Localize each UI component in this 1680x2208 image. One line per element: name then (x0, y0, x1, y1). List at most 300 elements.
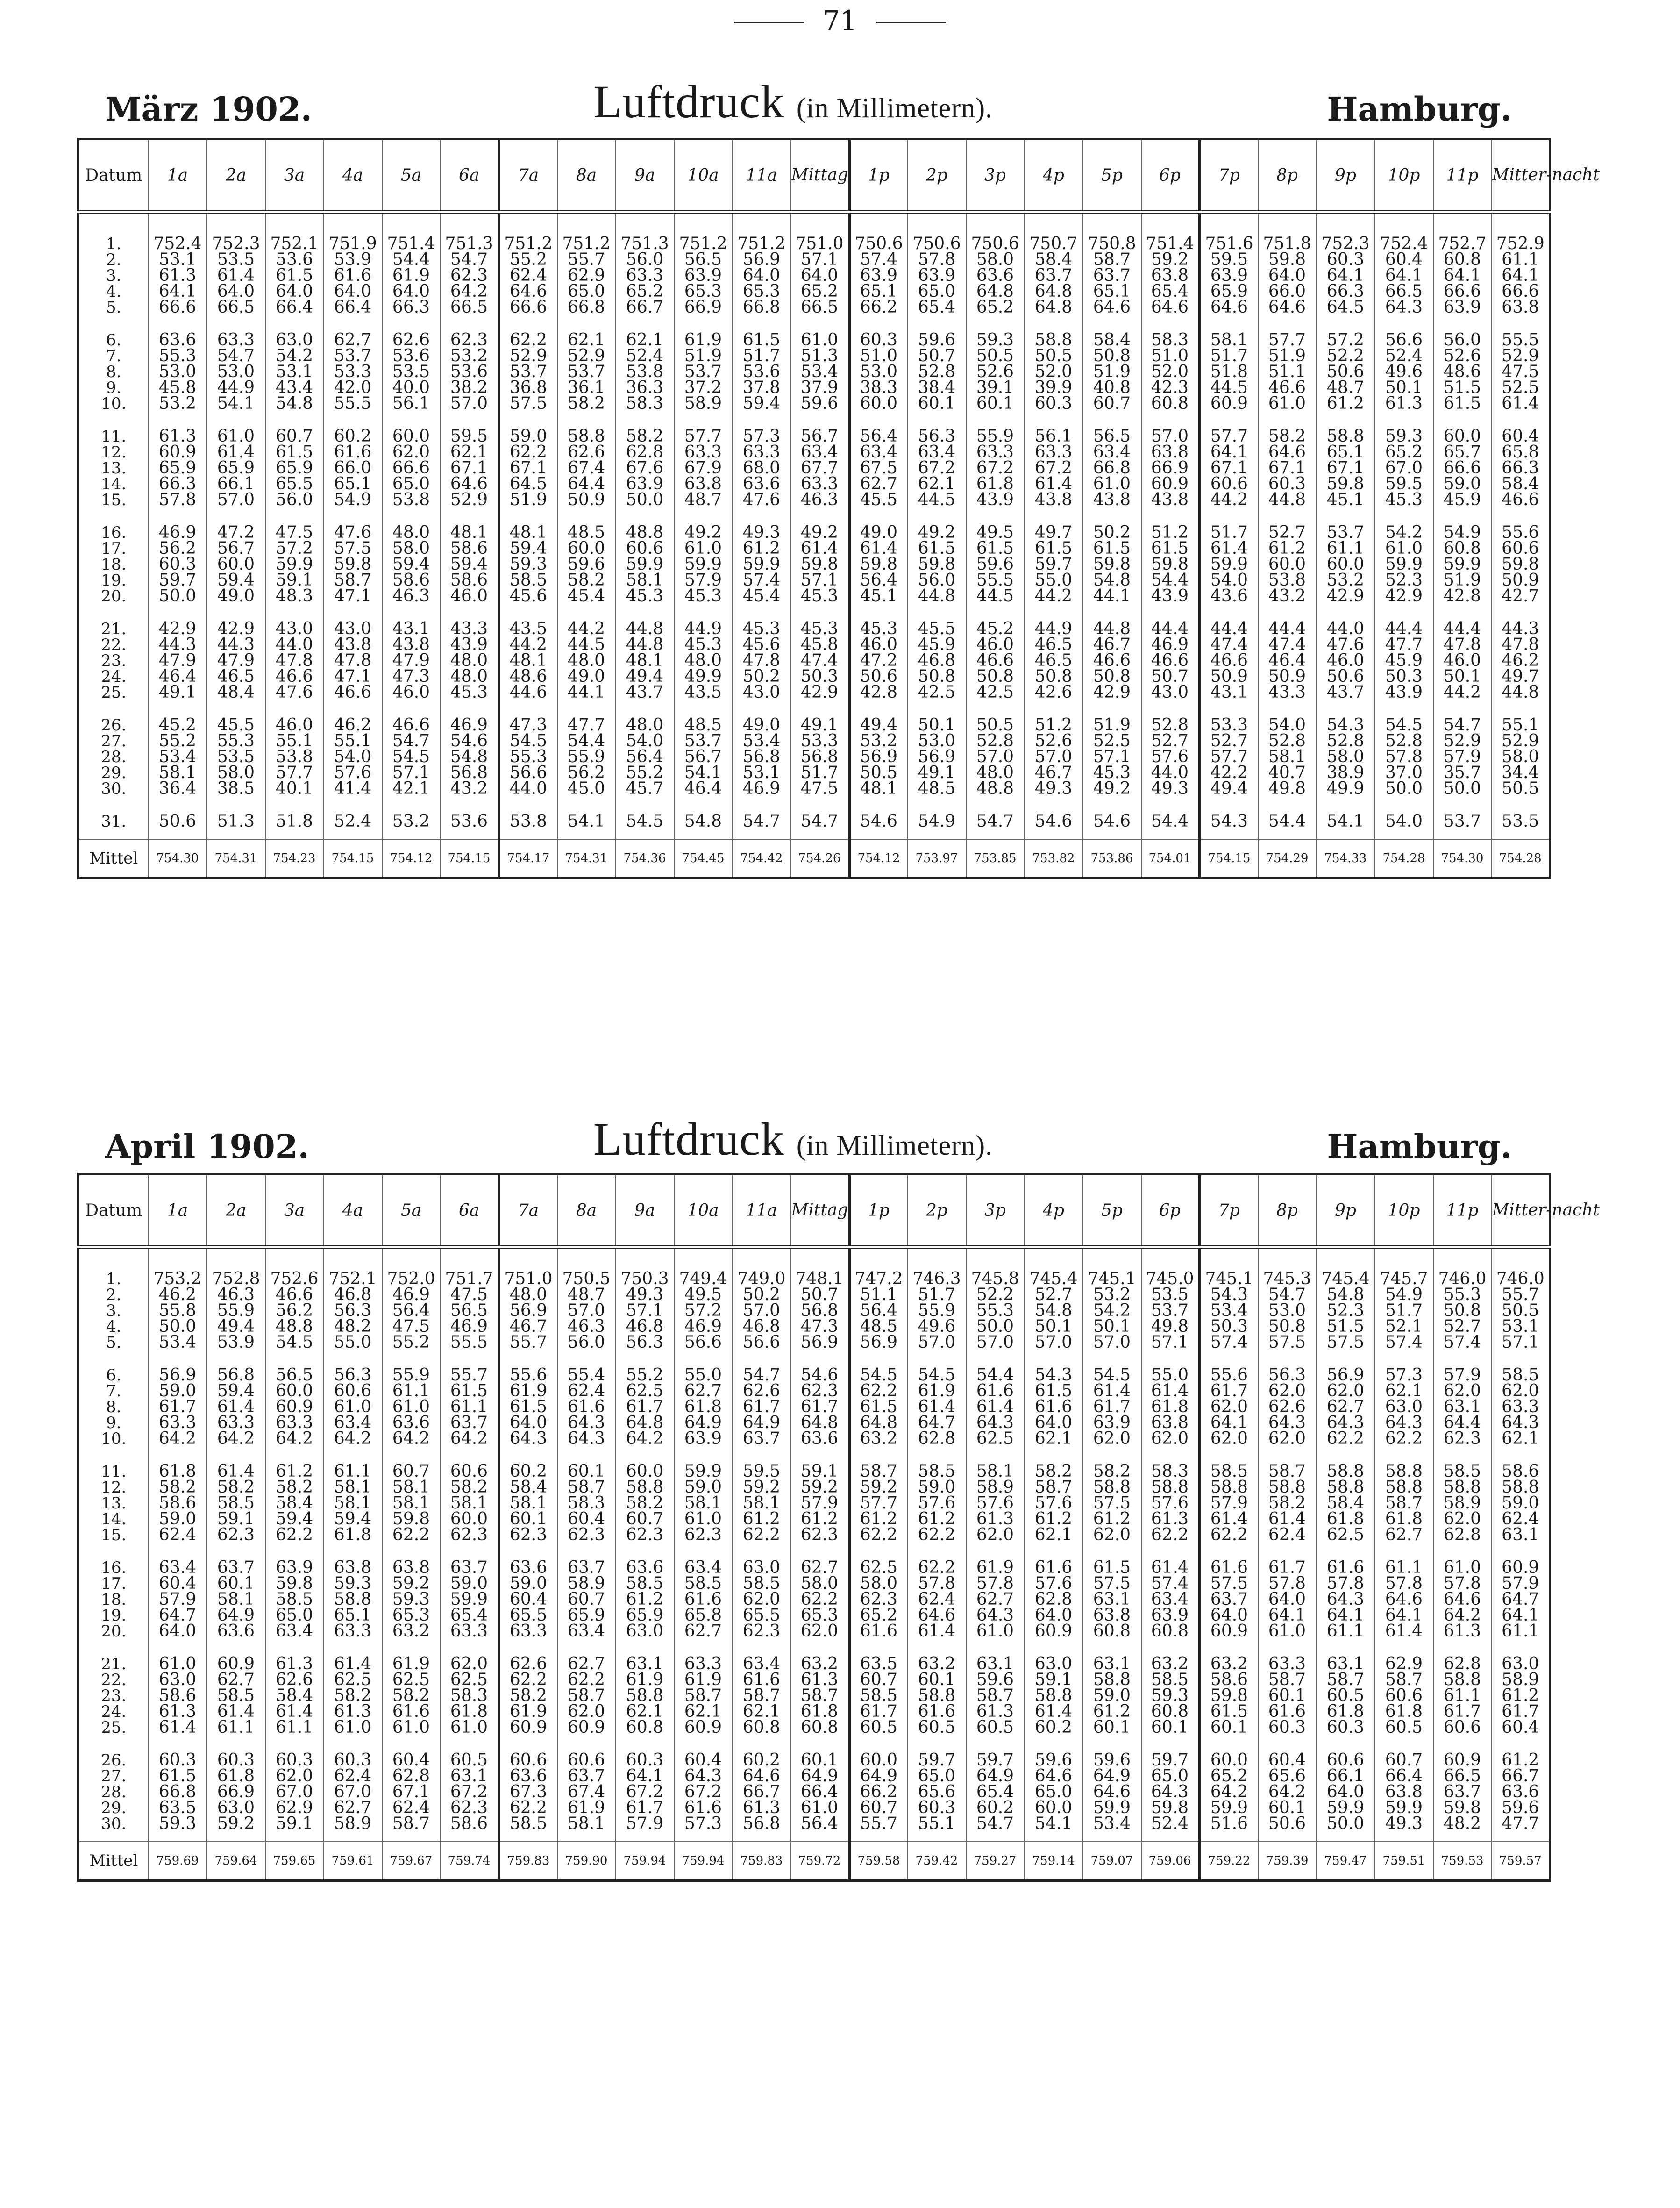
mean-cell: 754.33 (1317, 839, 1375, 879)
hour-header: 5a (382, 1174, 441, 1247)
pressure-cell: 62.2 (557, 1672, 616, 1688)
pressure-cell: 64.0 (1200, 1608, 1258, 1623)
day-label: 26. (78, 717, 149, 733)
pressure-cell: 64.6 (1433, 1592, 1492, 1608)
pressure-cell: 56.6 (674, 1335, 733, 1351)
pressure-cell: 58.8 (557, 429, 616, 444)
pressure-cell: 59.5 (1375, 476, 1433, 492)
pressure-cell: 57.1 (616, 1303, 674, 1319)
pressure-cell: 58.8 (1025, 1688, 1083, 1704)
pressure-cell: 64.6 (441, 476, 499, 492)
pressure-cell: 55.1 (324, 733, 382, 749)
pressure-cell: 60.8 (791, 1720, 849, 1736)
pressure-cell: 55.9 (207, 1303, 265, 1319)
pressure-cell: 56.4 (849, 572, 908, 588)
pressure-cell: 64.0 (1025, 1415, 1083, 1431)
pressure-cell: 58.5 (1141, 1672, 1200, 1688)
pressure-cell: 57.8 (966, 1576, 1025, 1592)
pressure-cell: 63.3 (1492, 1399, 1550, 1415)
pressure-cell: 50.5 (1025, 348, 1083, 364)
pressure-cell: 60.4 (674, 1752, 733, 1768)
pressure-cell: 61.8 (1375, 1511, 1433, 1527)
pressure-cell: 60.9 (557, 1720, 616, 1736)
pressure-cell: 59.9 (616, 557, 674, 572)
pressure-cell: 60.8 (1141, 1704, 1200, 1720)
pressure-cell: 59.0 (499, 1576, 557, 1592)
hour-header: 1p (849, 1174, 908, 1247)
pressure-cell: 53.0 (149, 364, 207, 380)
pressure-cell: 45.9 (908, 637, 966, 653)
pressure-cell: 60.1 (1200, 1720, 1258, 1736)
pressure-cell: 61.1 (324, 1464, 382, 1479)
pressure-cell: 45.2 (149, 717, 207, 733)
pressure-cell: 57.0 (1141, 429, 1200, 444)
pressure-cell: 45.4 (557, 588, 616, 604)
pressure-cell: 57.6 (1025, 1495, 1083, 1511)
pressure-cell: 60.0 (207, 557, 265, 572)
pressure-cell: 46.8 (616, 1319, 674, 1335)
pressure-cell: 55.3 (207, 733, 265, 749)
pressure-cell: 56.3 (616, 1335, 674, 1351)
pressure-cell: 61.1 (1317, 541, 1375, 557)
pressure-cell: 60.1 (1258, 1800, 1317, 1816)
pressure-cell: 57.8 (908, 1576, 966, 1592)
day-label: 28. (78, 749, 149, 765)
pressure-cell: 751.2 (733, 236, 791, 252)
pressure-cell: 58.8 (1433, 1479, 1492, 1495)
pressure-cell: 54.0 (616, 733, 674, 749)
pressure-cell: 55.3 (149, 348, 207, 364)
pressure-cell: 57.4 (849, 252, 908, 268)
pressure-cell: 46.2 (324, 717, 382, 733)
pressure-cell: 58.0 (791, 1576, 849, 1592)
pressure-cell: 63.5 (849, 1656, 908, 1672)
pressure-cell: 53.5 (207, 252, 265, 268)
april-month-title: April 1902. (105, 1127, 309, 1166)
hour-header: 2a (207, 139, 265, 212)
pressure-cell: 40.8 (1083, 380, 1141, 396)
pressure-cell: 62.4 (557, 1383, 616, 1399)
pressure-cell: 46.6 (265, 669, 324, 685)
pressure-cell: 57.3 (1375, 1367, 1433, 1383)
pressure-cell: 54.9 (1433, 525, 1492, 541)
pressure-cell: 52.9 (1433, 733, 1492, 749)
pressure-cell: 46.3 (207, 1287, 265, 1303)
pressure-cell: 54.7 (441, 252, 499, 268)
table-row (78, 1287, 1550, 1303)
pressure-cell: 62.6 (265, 1672, 324, 1688)
pressure-cell: 56.2 (557, 765, 616, 781)
pressure-cell: 48.7 (1317, 380, 1375, 396)
day-label: 2. (78, 252, 149, 268)
pressure-cell: 61.2 (733, 541, 791, 557)
pressure-cell: 63.3 (265, 1415, 324, 1431)
day-label: 26. (78, 1752, 149, 1768)
pressure-cell: 65.0 (1141, 1768, 1200, 1784)
pressure-cell: 60.3 (1258, 1720, 1317, 1736)
pressure-cell: 53.7 (324, 348, 382, 364)
table-row (78, 1608, 1550, 1623)
hour-header: 4a (324, 1174, 382, 1247)
pressure-cell: 64.8 (791, 1415, 849, 1431)
pressure-cell: 50.8 (1258, 1319, 1317, 1335)
pressure-cell: 36.1 (557, 380, 616, 396)
table-row (78, 364, 1550, 380)
pressure-cell: 44.8 (1492, 685, 1550, 700)
hour-header: 5p (1083, 1174, 1141, 1247)
pressure-cell: 54.0 (1375, 814, 1433, 829)
pressure-cell: 54.0 (324, 749, 382, 765)
pressure-cell: 43.8 (1141, 492, 1200, 508)
pressure-cell: 43.9 (441, 637, 499, 653)
pressure-cell: 64.2 (1200, 1784, 1258, 1800)
pressure-cell: 58.1 (557, 1816, 616, 1832)
pressure-cell: 62.7 (1317, 1399, 1375, 1415)
pressure-cell: 42.2 (1200, 765, 1258, 781)
pressure-cell: 750.6 (849, 236, 908, 252)
pressure-cell: 44.6 (499, 685, 557, 700)
pressure-cell: 61.5 (1200, 1704, 1258, 1720)
pressure-cell: 66.3 (382, 300, 441, 315)
table-row (78, 588, 1550, 604)
pressure-cell: 64.1 (1258, 1608, 1317, 1623)
pressure-cell: 62.7 (791, 1560, 849, 1576)
pressure-cell: 62.6 (733, 1383, 791, 1399)
pressure-cell: 67.2 (966, 460, 1025, 476)
pressure-cell: 62.3 (733, 1623, 791, 1639)
pressure-cell: 62.4 (149, 1527, 207, 1543)
mean-cell: 754.12 (849, 839, 908, 879)
pressure-cell: 43.1 (382, 621, 441, 637)
pressure-cell: 42.8 (1433, 588, 1492, 604)
pressure-cell: 49.7 (1492, 669, 1550, 685)
pressure-cell: 47.3 (499, 717, 557, 733)
pressure-cell: 61.2 (1492, 1752, 1550, 1768)
pressure-cell: 44.2 (499, 637, 557, 653)
pressure-cell: 52.7 (1200, 733, 1258, 749)
pressure-cell: 44.3 (207, 637, 265, 653)
pressure-cell: 58.2 (499, 1688, 557, 1704)
pressure-cell: 53.3 (324, 364, 382, 380)
pressure-cell: 67.1 (1317, 460, 1375, 476)
pressure-cell: 59.1 (265, 572, 324, 588)
pressure-cell: 61.4 (791, 541, 849, 557)
pressure-cell: 44.2 (557, 621, 616, 637)
pressure-cell: 61.5 (1025, 1383, 1083, 1399)
pressure-cell: 61.6 (382, 1704, 441, 1720)
pressure-cell: 67.4 (557, 1784, 616, 1800)
pressure-cell: 45.3 (1375, 492, 1433, 508)
pressure-cell: 64.8 (966, 284, 1025, 300)
pressure-cell: 56.8 (441, 765, 499, 781)
pressure-cell: 49.0 (207, 588, 265, 604)
pressure-cell: 58.4 (499, 1479, 557, 1495)
table-row (78, 1672, 1550, 1688)
table-row (78, 685, 1550, 700)
pressure-cell: 752.7 (1433, 236, 1492, 252)
pressure-cell: 748.1 (791, 1271, 849, 1287)
pressure-cell: 53.4 (1200, 1303, 1258, 1319)
pressure-cell: 47.5 (382, 1319, 441, 1335)
pressure-cell: 43.5 (674, 685, 733, 700)
pressure-cell: 65.5 (265, 476, 324, 492)
pressure-cell: 60.5 (441, 1752, 499, 1768)
pressure-cell: 46.7 (1083, 637, 1141, 653)
pressure-cell: 47.8 (1492, 637, 1550, 653)
pressure-cell: 49.1 (908, 765, 966, 781)
pressure-cell: 39.1 (966, 380, 1025, 396)
pressure-cell: 60.8 (733, 1720, 791, 1736)
pressure-cell: 746.0 (1492, 1271, 1550, 1287)
pressure-cell: 66.4 (1375, 1768, 1433, 1784)
pressure-cell: 56.3 (324, 1303, 382, 1319)
pressure-cell: 63.1 (966, 1656, 1025, 1672)
pressure-cell: 58.0 (382, 541, 441, 557)
pressure-cell: 58.1 (616, 572, 674, 588)
pressure-cell: 55.5 (324, 396, 382, 412)
pressure-cell: 56.9 (908, 749, 966, 765)
pressure-cell: 59.8 (1083, 557, 1141, 572)
pressure-cell: 49.2 (908, 525, 966, 541)
pressure-cell: 65.1 (324, 1608, 382, 1623)
hour-header: 4a (324, 139, 382, 212)
pressure-cell: 45.3 (733, 621, 791, 637)
pressure-cell: 751.3 (616, 236, 674, 252)
pressure-cell: 62.1 (1492, 1431, 1550, 1447)
pressure-cell: 59.3 (1141, 1688, 1200, 1704)
pressure-cell: 58.2 (324, 1688, 382, 1704)
pressure-cell: 54.8 (1083, 572, 1141, 588)
pressure-cell: 67.5 (849, 460, 908, 476)
pressure-cell: 59.2 (849, 1479, 908, 1495)
pressure-cell: 60.4 (499, 1592, 557, 1608)
pressure-cell: 51.7 (733, 348, 791, 364)
pressure-cell: 64.6 (1375, 1592, 1433, 1608)
pressure-cell: 54.2 (1375, 525, 1433, 541)
day-label: 18. (78, 557, 149, 572)
hour-header: 5p (1083, 139, 1141, 212)
pressure-cell: 57.5 (1317, 1335, 1375, 1351)
pressure-cell: 54.3 (1025, 1367, 1083, 1383)
pressure-cell: 64.9 (1083, 1768, 1141, 1784)
pressure-cell: 59.6 (966, 557, 1025, 572)
pressure-cell: 57.7 (1200, 749, 1258, 765)
pressure-cell: 43.8 (382, 637, 441, 653)
day-label: 12. (78, 1479, 149, 1495)
pressure-cell: 63.8 (674, 476, 733, 492)
pressure-cell: 67.1 (1200, 460, 1258, 476)
pressure-cell: 57.1 (1492, 1335, 1550, 1351)
pressure-cell: 60.6 (1492, 541, 1550, 557)
pressure-cell: 56.4 (849, 1303, 908, 1319)
pressure-cell: 60.4 (149, 1576, 207, 1592)
table-row (78, 653, 1550, 669)
table-row (78, 1752, 1550, 1768)
pressure-cell: 58.9 (1492, 1672, 1550, 1688)
pressure-cell: 49.2 (791, 525, 849, 541)
table-row (78, 1464, 1550, 1479)
pressure-cell: 58.2 (382, 1688, 441, 1704)
pressure-cell: 60.2 (1025, 1720, 1083, 1736)
pressure-cell: 63.6 (207, 1623, 265, 1639)
pressure-cell: 66.4 (791, 1784, 849, 1800)
pressure-cell: 57.5 (499, 396, 557, 412)
pressure-cell: 64.0 (149, 1623, 207, 1639)
pressure-cell: 58.7 (849, 1464, 908, 1479)
pressure-cell: 45.3 (791, 621, 849, 637)
pressure-cell: 64.3 (966, 1608, 1025, 1623)
pressure-cell: 56.0 (1433, 332, 1492, 348)
pressure-cell: 51.7 (791, 765, 849, 781)
pressure-cell: 52.3 (1317, 1303, 1375, 1319)
pressure-cell: 43.8 (1025, 492, 1083, 508)
day-label: 14. (78, 476, 149, 492)
pressure-cell: 61.4 (1375, 1623, 1433, 1639)
pressure-cell: 61.8 (1317, 1511, 1375, 1527)
pressure-cell: 65.9 (1200, 284, 1258, 300)
pressure-cell: 47.3 (382, 669, 441, 685)
pressure-cell: 50.6 (849, 669, 908, 685)
pressure-cell: 56.6 (499, 765, 557, 781)
pressure-cell: 53.7 (674, 733, 733, 749)
mean-cell: 759.22 (1200, 1842, 1258, 1881)
pressure-cell: 43.2 (441, 781, 499, 797)
pressure-cell: 54.3 (1200, 814, 1258, 829)
pressure-cell: 50.1 (1375, 380, 1433, 396)
pressure-cell: 58.1 (1258, 749, 1317, 765)
pressure-cell: 44.0 (499, 781, 557, 797)
pressure-cell: 67.4 (557, 460, 616, 476)
pressure-cell: 57.2 (1317, 332, 1375, 348)
pressure-cell: 47.7 (1492, 1816, 1550, 1832)
pressure-cell: 53.3 (1200, 717, 1258, 733)
pressure-cell: 47.7 (557, 717, 616, 733)
mean-cell: 754.17 (499, 839, 557, 879)
pressure-cell: 62.3 (791, 1383, 849, 1399)
pressure-cell: 58.7 (674, 1688, 733, 1704)
pressure-cell: 50.8 (1433, 1303, 1492, 1319)
pressure-cell: 60.6 (499, 1752, 557, 1768)
pressure-cell: 54.7 (966, 814, 1025, 829)
pressure-cell: 61.7 (616, 1399, 674, 1415)
march-city: Hamburg. (1327, 90, 1512, 129)
table-row (78, 460, 1550, 476)
pressure-cell: 58.7 (557, 1479, 616, 1495)
pressure-cell: 63.9 (616, 476, 674, 492)
pressure-cell: 48.1 (499, 653, 557, 669)
pressure-cell: 46.7 (499, 1319, 557, 1335)
pressure-cell: 63.0 (616, 1623, 674, 1639)
pressure-cell: 64.0 (382, 284, 441, 300)
table-row (78, 429, 1550, 444)
table-row (78, 637, 1550, 653)
pressure-cell: 63.3 (441, 1623, 499, 1639)
mean-cell: 759.47 (1317, 1842, 1375, 1881)
pressure-cell: 58.7 (1375, 1672, 1433, 1688)
pressure-cell: 54.8 (674, 814, 733, 829)
pressure-cell: 61.2 (1083, 1704, 1141, 1720)
pressure-cell: 65.6 (1258, 1768, 1317, 1784)
pressure-cell: 61.3 (1433, 1623, 1492, 1639)
pressure-cell: 47.6 (265, 685, 324, 700)
pressure-cell: 46.6 (966, 653, 1025, 669)
pressure-cell: 62.2 (1141, 1527, 1200, 1543)
pressure-cell: 61.8 (1141, 1399, 1200, 1415)
pressure-cell: 66.5 (441, 300, 499, 315)
pressure-cell: 58.1 (1200, 332, 1258, 348)
pressure-cell: 61.0 (207, 429, 265, 444)
pressure-cell: 64.1 (1375, 268, 1433, 284)
pressure-cell: 45.3 (791, 588, 849, 604)
pressure-cell: 65.2 (1375, 444, 1433, 460)
pressure-cell: 64.7 (149, 1608, 207, 1623)
table-row (78, 1816, 1550, 1832)
pressure-cell: 56.8 (791, 1303, 849, 1319)
pressure-cell: 64.6 (1258, 444, 1317, 460)
day-label: 15. (78, 1527, 149, 1543)
pressure-cell: 46.6 (1258, 380, 1317, 396)
pressure-cell: 61.8 (791, 1704, 849, 1720)
pressure-cell: 64.1 (616, 1768, 674, 1784)
march-pressure-table (77, 138, 1600, 879)
pressure-cell: 46.9 (149, 525, 207, 541)
pressure-cell: 48.1 (849, 781, 908, 797)
pressure-cell: 44.5 (966, 588, 1025, 604)
pressure-cell: 58.7 (733, 1688, 791, 1704)
pressure-cell: 36.3 (616, 380, 674, 396)
pressure-cell: 58.2 (441, 1479, 499, 1495)
pressure-cell: 60.0 (441, 1511, 499, 1527)
pressure-cell: 57.0 (557, 1303, 616, 1319)
pressure-cell: 64.0 (1258, 1592, 1317, 1608)
pressure-cell: 65.6 (908, 1784, 966, 1800)
pressure-cell: 58.2 (1258, 1495, 1317, 1511)
pressure-cell: 59.9 (1375, 1800, 1433, 1816)
pressure-cell: 64.3 (1317, 1415, 1375, 1431)
pressure-cell: 43.1 (1200, 685, 1258, 700)
pressure-cell: 66.0 (324, 460, 382, 476)
pressure-cell: 52.5 (1492, 380, 1550, 396)
pressure-cell: 60.3 (324, 1752, 382, 1768)
pressure-cell: 61.2 (1492, 1688, 1550, 1704)
pressure-cell: 54.5 (265, 1335, 324, 1351)
pressure-cell: 54.6 (791, 1367, 849, 1383)
pressure-cell: 44.8 (616, 637, 674, 653)
pressure-cell: 46.9 (733, 781, 791, 797)
pressure-cell: 63.8 (1141, 1415, 1200, 1431)
pressure-cell: 55.7 (441, 1367, 499, 1383)
pressure-cell: 48.1 (499, 525, 557, 541)
pressure-cell: 64.2 (382, 1431, 441, 1447)
mean-cell: 759.72 (791, 1842, 849, 1881)
pressure-cell: 61.2 (265, 1464, 324, 1479)
pressure-cell: 63.7 (557, 1768, 616, 1784)
pressure-cell: 61.2 (1317, 396, 1375, 412)
pressure-cell: 63.2 (908, 1656, 966, 1672)
day-label: 16. (78, 1560, 149, 1576)
pressure-cell: 57.1 (791, 572, 849, 588)
pressure-cell: 60.9 (265, 1399, 324, 1415)
pressure-cell: 48.2 (324, 1319, 382, 1335)
pressure-cell: 48.8 (265, 1319, 324, 1335)
pressure-cell: 45.3 (849, 621, 908, 637)
pressure-cell: 47.8 (733, 653, 791, 669)
pressure-cell: 57.8 (1375, 749, 1433, 765)
pressure-cell: 52.4 (1141, 1816, 1200, 1832)
pressure-cell: 48.4 (207, 685, 265, 700)
pressure-cell: 750.3 (616, 1271, 674, 1287)
pressure-cell: 52.1 (1375, 1319, 1433, 1335)
